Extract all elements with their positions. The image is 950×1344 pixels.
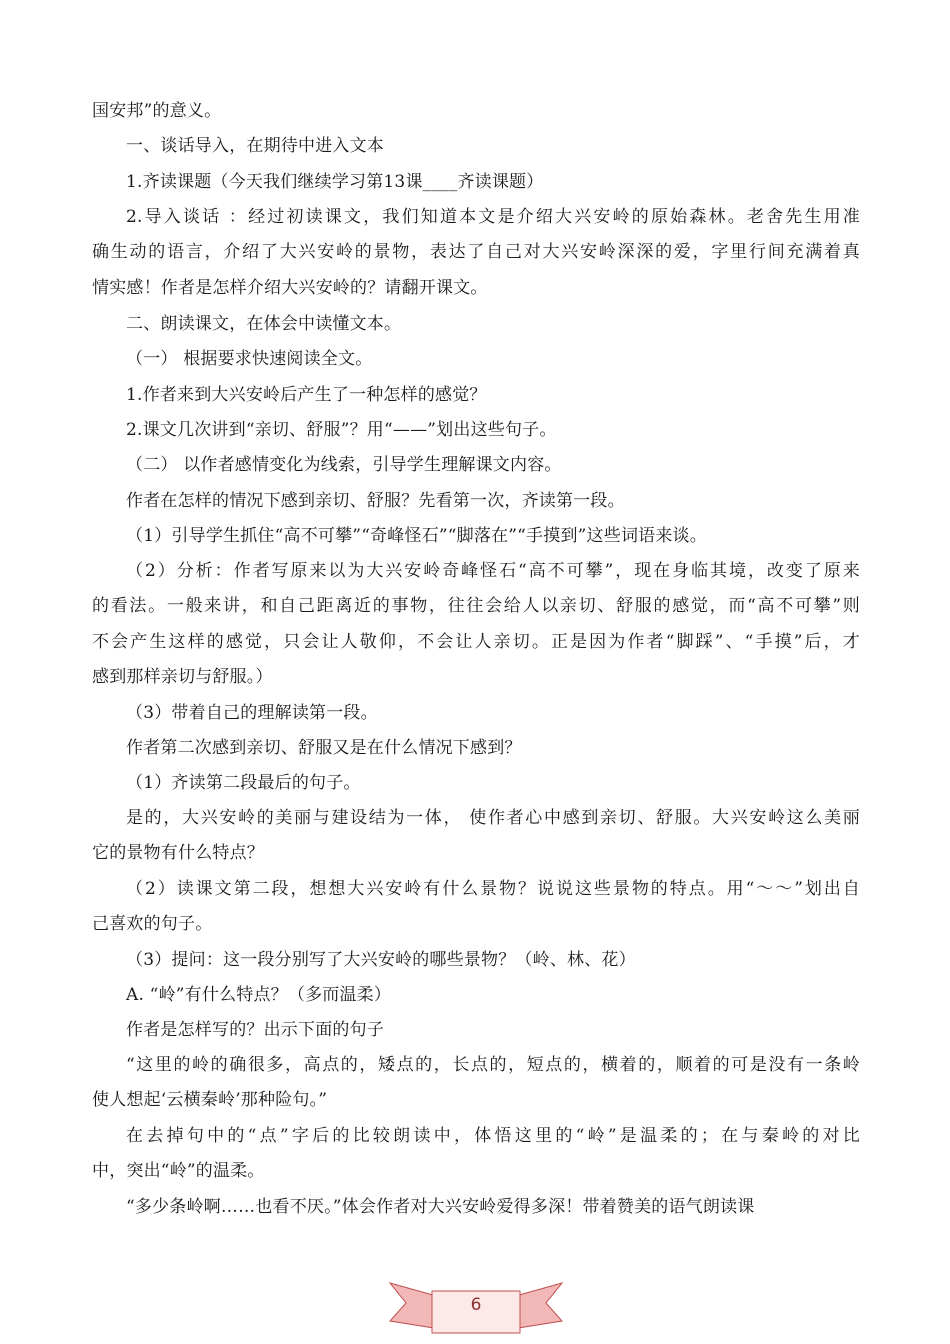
text-line: （2）读课文第二段，想想大兴安岭有什么景物？说说这些景物的特点。用“～～”划出自 [126,879,860,899]
text-line: 1.齐读课题（今天我们继续学习第13课____齐读课题） [126,172,544,192]
text-line: 它的景物有什么特点？ [92,843,264,864]
text-line: （2）分析：作者写原来以为大兴安岭奇峰怪石“高不可攀”，现在身临其境，改变了原来 [126,561,860,581]
text-line: （一） 根据要求快速阅读全文。 [126,349,373,369]
text-line: 使人想起‘云横秦岭’那种险句。” [92,1090,328,1111]
text-line: 国安邦”的意义。 [92,101,222,121]
paragraph [92,165,860,200]
text-line: 2.导入谈话 ：经过初读课文，我们知道本文是介绍大兴安岭的原始森林。老舍先生用准 [126,207,860,227]
text-line: 的看法。一般来讲，和自己距离近的事物，往往会给人以亲切、舒服的感觉，而“高不可攀”则 [92,596,860,617]
paragraph [92,872,860,943]
text-line: 不会产生这样的感觉，只会让人敬仰，不会让人亲切。正是因为作者“脚踩”、“手摸”后，才 [92,631,860,652]
text-line: 作者第二次感到亲切、舒服又是在什么情况下感到？ [126,738,522,758]
text-line: “多少条岭啊……也看不厌。”体会作者对大兴安岭爱得多深！带着赞美的语气朗读课 [126,1197,755,1217]
paragraph [92,342,860,377]
paragraph [92,1119,860,1190]
text-line: 在去掉句中的“点”字后的比较朗读中，体悟这里的“岭”是温柔的；在与秦岭的对比 [126,1126,860,1146]
page-footer [388,1275,564,1337]
text-line: 作者是怎样写的？出示下面的句子 [126,1020,384,1040]
text-line: （3）提问：这一段分别写了大兴安岭的哪些景物？（岭、林、花） [126,950,636,970]
paragraph [92,378,860,413]
paragraph [92,519,860,554]
paragraph [92,129,860,164]
paragraph [92,1013,860,1048]
text-line: 作者在怎样的情况下感到亲切、舒服？先看第一次，齐读第一段。 [126,491,625,511]
text-line: “这里的岭的确很多，高点的，矮点的，长点的，短点的，横着的，顺着的可是没有一条岭 [126,1055,860,1075]
paragraph [92,766,860,801]
text-line: 2.课文几次讲到“亲切、舒服”？用“——”划出这些句子。 [126,420,557,440]
paragraph [92,696,860,731]
paragraph [92,484,860,519]
paragraph [92,731,860,766]
text-line: 是的，大兴安岭的美丽与建设结为一体， 使作者心中感到亲切、舒服。大兴安岭这么美丽 [126,808,860,828]
text-line: （1）引导学生抓住“高不可攀”“奇峰怪石”“脚落在”“手摸到”这些词语来谈。 [126,526,707,546]
paragraph [92,1190,860,1225]
text-line: 1.作者来到大兴安岭后产生了一种怎样的感觉？ [126,385,487,405]
paragraph [92,801,860,872]
text-line: （3）带着自己的理解读第一段。 [126,703,378,723]
paragraph [92,554,860,695]
page-number: 6 [470,1295,482,1315]
text-line: 己喜欢的句子。 [92,914,213,935]
paragraph [92,307,860,342]
paragraph [92,413,860,448]
text-line: 感到那样亲切与舒服。） [92,666,273,687]
paragraph [92,1048,860,1119]
text-line: A. “岭”有什么特点？（多而温柔） [126,985,392,1005]
text-line: 中，突出“岭”的温柔。 [92,1161,265,1182]
paragraph [92,978,860,1013]
text-line: 情实感！作者是怎样介绍大兴安岭的？请翻开课文。 [92,277,488,298]
text-line: 一、谈话导入，在期待中进入文本 [126,136,384,156]
paragraph [92,94,860,129]
paragraph [92,448,860,483]
paragraph [92,943,860,978]
text-line: 二、朗读课文，在体会中读懂文本。 [126,314,402,334]
text-line: （1）齐读第二段最后的句子。 [126,773,361,793]
paragraph [92,200,860,306]
text-line: （二） 以作者感情变化为线索，引导学生理解课文内容。 [126,455,562,475]
text-line: 确生动的语言，介绍了大兴安岭的景物，表达了自己对大兴安岭深深的爱，字里行间充满着真 [92,242,860,263]
